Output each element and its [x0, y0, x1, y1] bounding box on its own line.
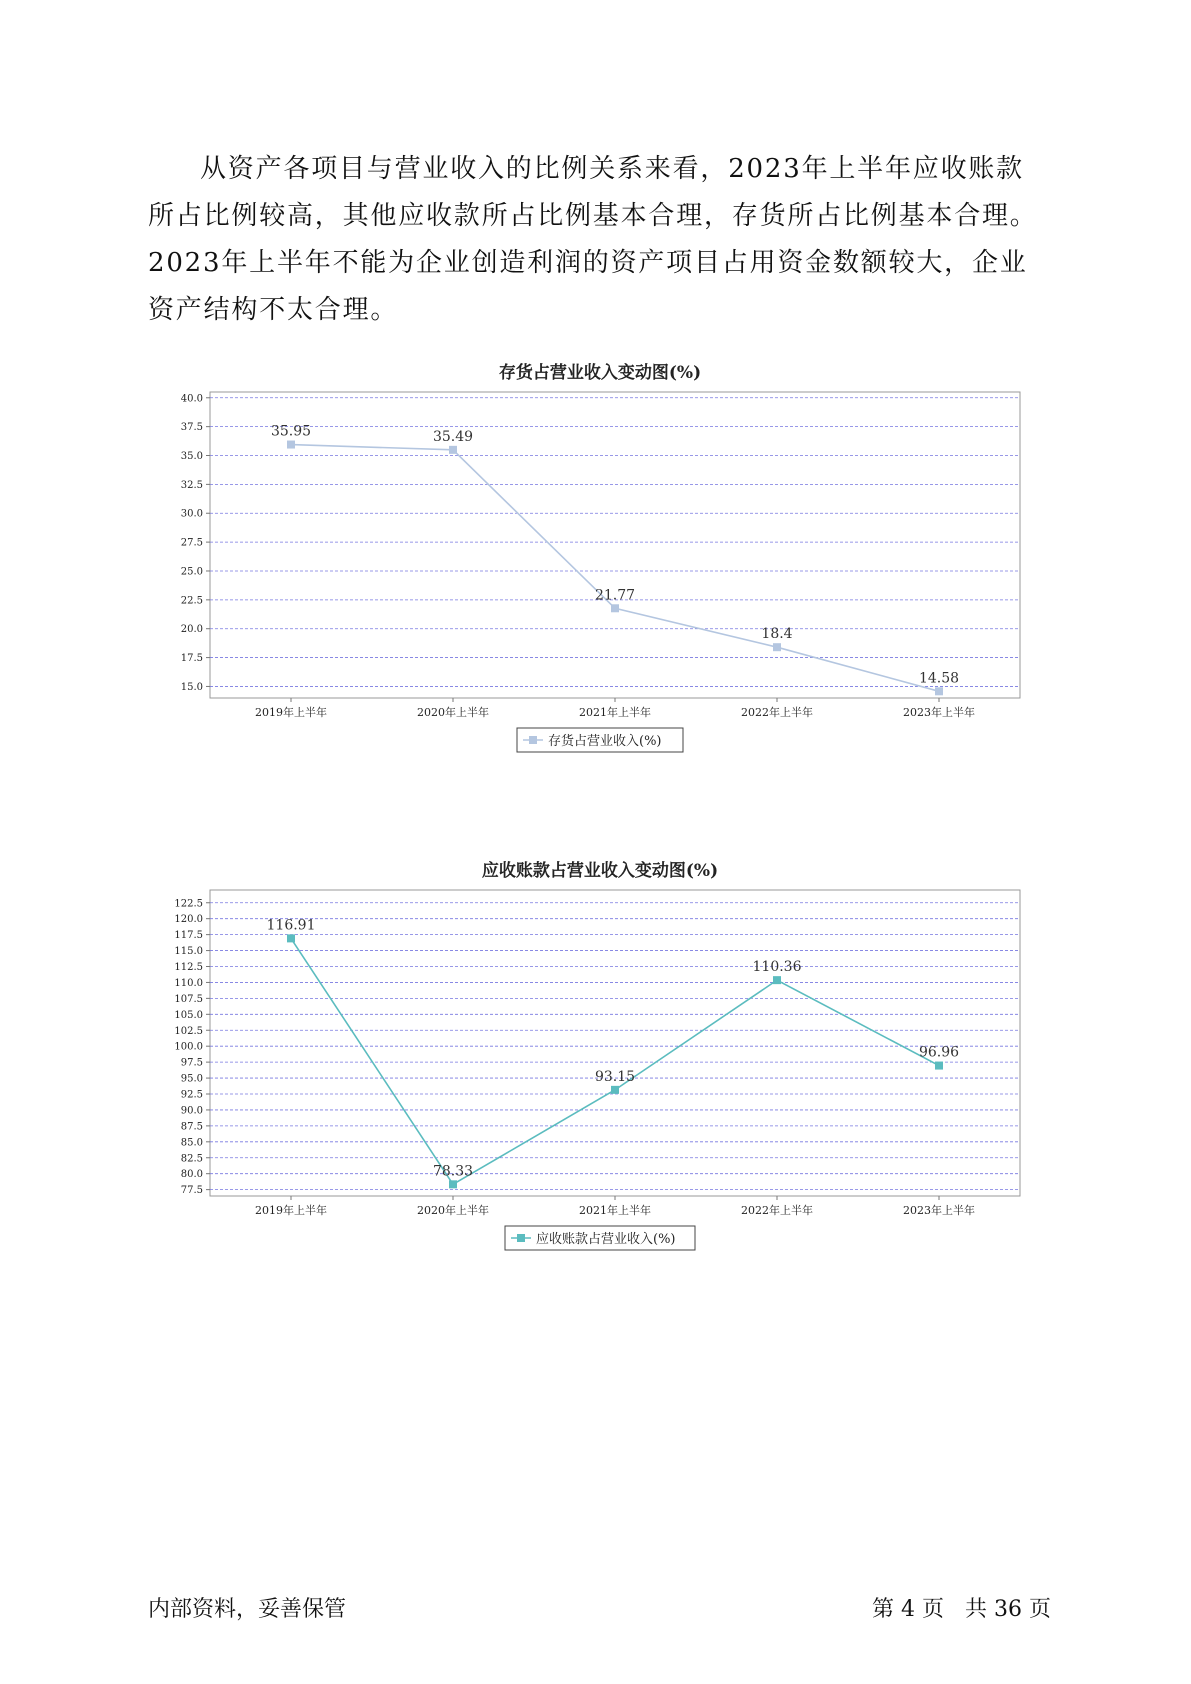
y-tick-label: 122.5	[174, 898, 203, 910]
legend-marker	[529, 736, 537, 744]
y-tick-label: 35.0	[180, 451, 203, 463]
data-label: 93.15	[594, 1068, 636, 1085]
y-tick-label: 115.0	[174, 946, 203, 958]
x-tick-label: 2021年上半年	[579, 1204, 651, 1217]
x-tick-label: 2020年上半年	[417, 1204, 489, 1217]
total-pages: 36	[993, 1597, 1022, 1622]
data-label: 35.49	[432, 428, 474, 445]
data-point	[773, 976, 781, 984]
data-label: 35.95	[270, 423, 312, 440]
x-tick-label: 2022年上半年	[741, 1204, 813, 1217]
plot-area	[210, 890, 1020, 1196]
inventory-ratio-chart	[150, 352, 1050, 807]
y-tick-label: 20.0	[180, 624, 203, 636]
total-suffix: 页	[1028, 1597, 1051, 1622]
y-tick-label: 117.5	[174, 930, 203, 942]
y-tick-label: 105.0	[174, 1009, 203, 1021]
y-tick-label: 30.0	[180, 508, 203, 520]
data-point	[287, 441, 295, 449]
data-point	[935, 687, 943, 695]
footer-confidential-note: 内部资料，妥善保管	[148, 1597, 347, 1622]
x-tick-label: 2022年上半年	[741, 706, 813, 719]
y-tick-label: 120.0	[174, 914, 203, 926]
data-label: 78.33	[432, 1163, 474, 1180]
data-point	[287, 934, 295, 942]
data-point	[611, 604, 619, 612]
y-tick-label: 25.0	[180, 566, 203, 578]
data-point	[449, 446, 457, 454]
y-tick-label: 27.5	[180, 537, 203, 549]
data-label: 116.91	[266, 917, 316, 934]
x-tick-label: 2020年上半年	[417, 706, 489, 719]
footer-page-indicator	[872, 1592, 1051, 1623]
page-number: 4	[900, 1597, 915, 1622]
data-point	[773, 643, 781, 651]
y-tick-label: 100.0	[174, 1041, 203, 1053]
chart-title: 存货占营业收入变动图(%)	[498, 363, 702, 383]
y-tick-label: 112.5	[174, 962, 203, 973]
x-tick-label: 2023年上半年	[903, 1204, 975, 1217]
data-label: 96.96	[918, 1044, 960, 1061]
y-tick-label: 77.5	[180, 1185, 203, 1197]
chart-title: 应收账款占营业收入变动图(%)	[481, 861, 719, 881]
y-tick-label: 107.5	[174, 993, 203, 1005]
y-tick-label: 90.0	[180, 1105, 203, 1117]
y-tick-label: 102.5	[174, 1025, 203, 1037]
legend-marker	[517, 1234, 525, 1242]
y-tick-label: 17.5	[180, 653, 203, 665]
y-tick-label: 92.5	[180, 1089, 203, 1101]
data-point	[935, 1062, 943, 1070]
body-paragraph-text: 从资产各项目与营业收入的比例关系来看，2023年上半年应收账款所占比例较高，其他应收款所占比例基本合理，存货所占比例基本合理。2023年上半年不能为企业创造利润的资产项目占用资金数额较大，企业资产结构不太合理。	[148, 154, 1038, 325]
chart-svg	[150, 850, 1050, 1305]
y-tick-label: 40.0	[180, 393, 203, 405]
y-tick-label: 32.5	[180, 479, 203, 491]
y-tick-label: 87.5	[180, 1121, 203, 1133]
x-tick-label: 2019年上半年	[255, 1204, 327, 1217]
plot-area	[210, 392, 1020, 698]
data-point	[449, 1180, 457, 1188]
x-tick-label: 2021年上半年	[579, 706, 651, 719]
data-label: 21.77	[594, 587, 636, 604]
data-label: 110.36	[752, 959, 802, 976]
legend-label: 应收账款占营业收入(%)	[536, 1232, 676, 1247]
page-mid: 页	[921, 1597, 944, 1622]
y-tick-label: 110.0	[174, 977, 203, 989]
body-paragraph	[148, 146, 1050, 334]
y-tick-label: 82.5	[180, 1153, 203, 1165]
y-tick-label: 95.0	[180, 1073, 203, 1085]
x-tick-label: 2019年上半年	[255, 706, 327, 719]
total-prefix: 共	[964, 1597, 987, 1622]
y-tick-label: 85.0	[180, 1137, 203, 1149]
legend-label: 存货占营业收入(%)	[548, 734, 662, 749]
data-point	[611, 1086, 619, 1094]
x-tick-label: 2023年上半年	[903, 706, 975, 719]
receivables-ratio-chart	[150, 850, 1050, 1305]
y-tick-label: 97.5	[180, 1057, 203, 1069]
y-tick-label: 22.5	[180, 595, 203, 607]
chart-svg	[150, 352, 1050, 807]
data-label: 14.58	[918, 670, 960, 687]
y-tick-label: 80.0	[180, 1169, 203, 1181]
y-tick-label: 37.5	[180, 422, 203, 434]
data-label: 18.4	[761, 626, 793, 643]
page-prefix: 第	[871, 1597, 894, 1622]
y-tick-label: 15.0	[180, 681, 203, 693]
